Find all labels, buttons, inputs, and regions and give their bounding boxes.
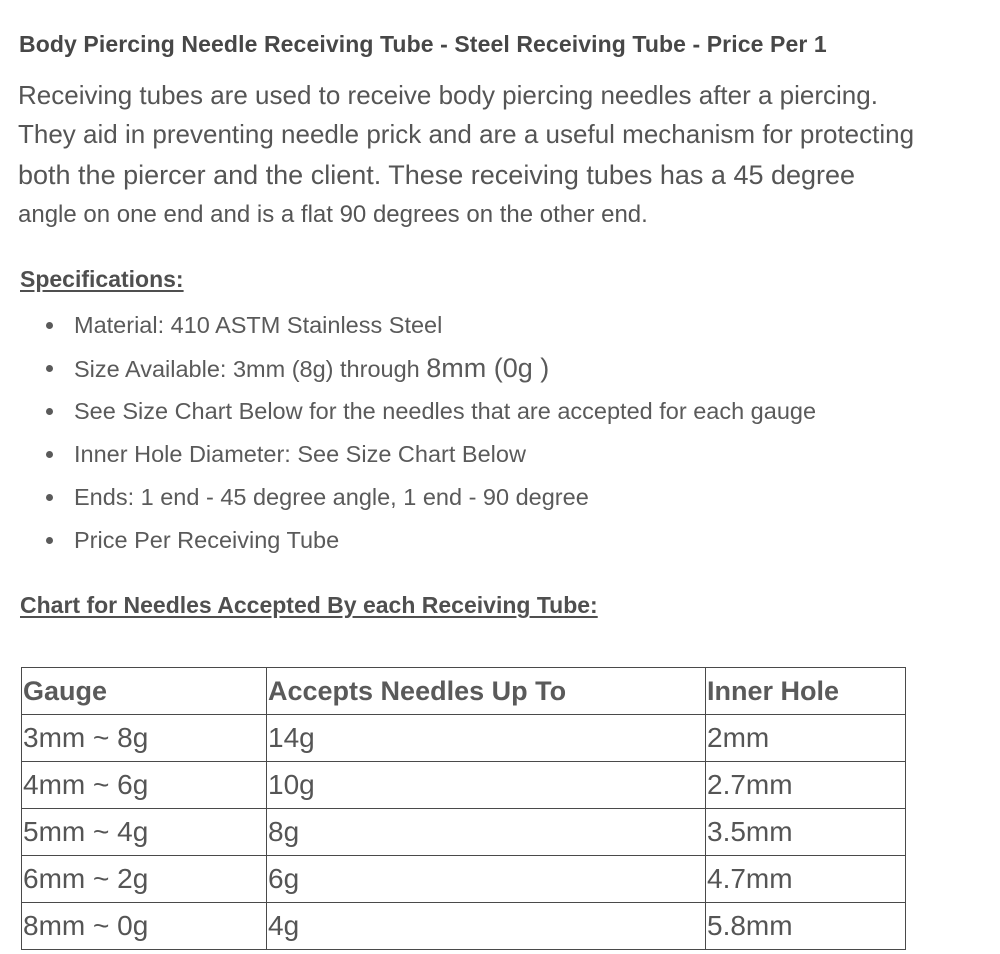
description-line: They aid in preventing needle prick and are a useful mechanism for protecting: [18, 119, 915, 149]
cell-gauge: 6mm ~ 2g: [22, 856, 267, 903]
bullet-icon: [46, 494, 53, 501]
column-header-gauge: Gauge: [22, 668, 267, 715]
cell-gauge: 5mm ~ 4g: [22, 809, 267, 856]
cell-accepts: 4g: [267, 903, 706, 950]
cell-inner-hole: 5.8mm: [706, 903, 906, 950]
spec-item-size: [0, 347, 816, 390]
table-row: [22, 903, 906, 950]
cell-gauge: 8mm ~ 0g: [22, 903, 267, 950]
table-row: [22, 762, 906, 809]
specifications-heading: Specifications:: [20, 266, 184, 292]
cell-inner-hole: 4.7mm: [706, 856, 906, 903]
chart-heading: Chart for Needles Accepted By each Receiving Tube:: [20, 592, 598, 618]
spec-item-text: Price Per Receiving Tube: [74, 527, 340, 553]
spec-item-text: Size Available: 3mm (8g) through: [74, 356, 427, 382]
spec-item-text: See Size Chart Below for the needles that are accepted for each gauge: [74, 398, 817, 424]
specifications-list: [0, 304, 816, 562]
cell-accepts: 6g: [267, 856, 706, 903]
spec-item-price: [0, 519, 816, 562]
cell-inner-hole: 2mm: [706, 715, 906, 762]
needle-size-table: [21, 667, 906, 950]
spec-item-size-gauge: (0g ): [486, 353, 550, 383]
cell-inner-hole: 2.7mm: [706, 762, 906, 809]
table-row: [22, 856, 906, 903]
spec-item-text: Ends: 1 end - 45 degree angle, 1 end - 90 degree: [74, 484, 589, 510]
spec-item-material: [0, 304, 816, 347]
spec-item-text: Inner Hole Diameter: See Size Chart Below: [74, 441, 526, 467]
cell-accepts: 10g: [267, 762, 706, 809]
table-row: [22, 809, 906, 856]
spec-item-text: Material: 410 ASTM Stainless Steel: [74, 312, 443, 338]
column-header-accepts: Accepts Needles Up To: [267, 668, 706, 715]
spec-item-size-large: 8mm: [426, 353, 487, 383]
bullet-icon: [46, 365, 53, 372]
table-row: [22, 715, 906, 762]
column-header-inner-hole: Inner Hole: [706, 668, 906, 715]
cell-inner-hole: 3.5mm: [706, 809, 906, 856]
cell-gauge: 3mm ~ 8g: [22, 715, 267, 762]
description-line: Receiving tubes are used to receive body piercing needles after a piercing.: [18, 80, 878, 110]
bullet-icon: [46, 408, 53, 415]
table-header-row: [22, 668, 906, 715]
cell-gauge: 4mm ~ 6g: [22, 762, 267, 809]
spec-item-inner-hole: [0, 433, 816, 476]
bullet-icon: [46, 451, 53, 458]
cell-accepts: 14g: [267, 715, 706, 762]
cell-accepts: 8g: [267, 809, 706, 856]
product-title: Body Piercing Needle Receiving Tube - Steel Receiving Tube - Price Per 1: [19, 31, 827, 57]
description-line: angle on one end and is a flat 90 degrees on the other end.: [18, 201, 648, 228]
bullet-icon: [46, 322, 53, 329]
spec-item-size-chart: [0, 390, 816, 433]
product-description: [18, 76, 1000, 234]
spec-item-ends: [0, 476, 816, 519]
bullet-icon: [46, 537, 53, 544]
description-line: both the piercer and the client. These receiving tubes has a 45 degree: [18, 160, 856, 190]
